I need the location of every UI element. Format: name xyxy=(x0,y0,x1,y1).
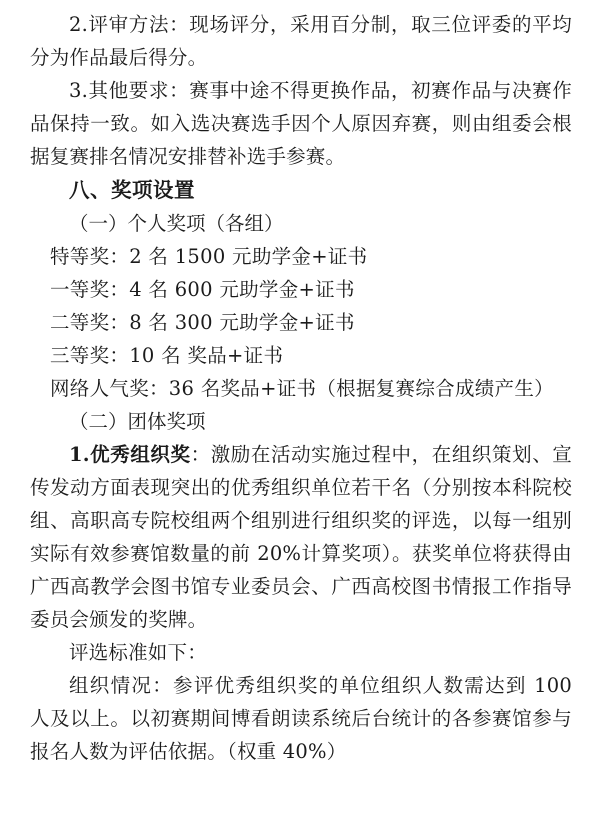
paragraph-other-requirements: 3.其他要求：赛事中途不得更换作品，初赛作品与决赛作品保持一致。如入选决赛选手因个人原因弃赛，则由组委会根据复赛排名情况安排替补选手参赛。 xyxy=(30,79,572,168)
paragraph-organization-situation: 组织情况：参评优秀组织奖的单位组织人数需达到 100 人及以上。以初赛期间博看朗读系统后台统计的各参赛馆参与报名人数为评估依据。（权重 40%） xyxy=(30,674,572,763)
award-item-popularity: 网络人气奖：36 名奖品+证书（根据复赛综合成绩产生） xyxy=(50,377,554,400)
excellent-organization-award-body: ：激励在活动实施过程中，在组织策划、宣传发动方面表现突出的优秀组织单位若干名（分别按本科院校组、高职高专院校组两个组别进行组织奖的评选，以每一组别实际有效参赛馆数量的前 20%计算奖项）。获奖单位将获得由广西高教学会图书馆专业委员会、广西高校图书情报工作指导委员会颁发的奖牌。 xyxy=(30,443,572,631)
paragraph-excellent-organization-award xyxy=(30,438,572,636)
award-item-first: 一等奖：4 名 600 元助学金+证书 xyxy=(50,278,355,301)
award-item-third: 三等奖：10 名 奖品+证书 xyxy=(50,344,284,367)
award-item-second: 二等奖：8 名 300 元助学金+证书 xyxy=(50,311,355,334)
subheading-individual-awards: （一）个人奖项（各组） xyxy=(69,212,284,235)
paragraph-criteria-intro: 评选标准如下： xyxy=(69,641,207,664)
paragraph-review-method: 2.评审方法：现场评分，采用百分制，取三位评委的平均分为作品最后得分。 xyxy=(30,13,572,69)
section-heading-awards: 八、奖项设置 xyxy=(69,178,195,202)
subheading-group-awards: （二）团体奖项 xyxy=(69,410,206,433)
award-item-special: 特等奖：2 名 1500 元助学金+证书 xyxy=(50,245,368,268)
excellent-organization-award-lead: 1.优秀组织奖 xyxy=(69,443,191,466)
